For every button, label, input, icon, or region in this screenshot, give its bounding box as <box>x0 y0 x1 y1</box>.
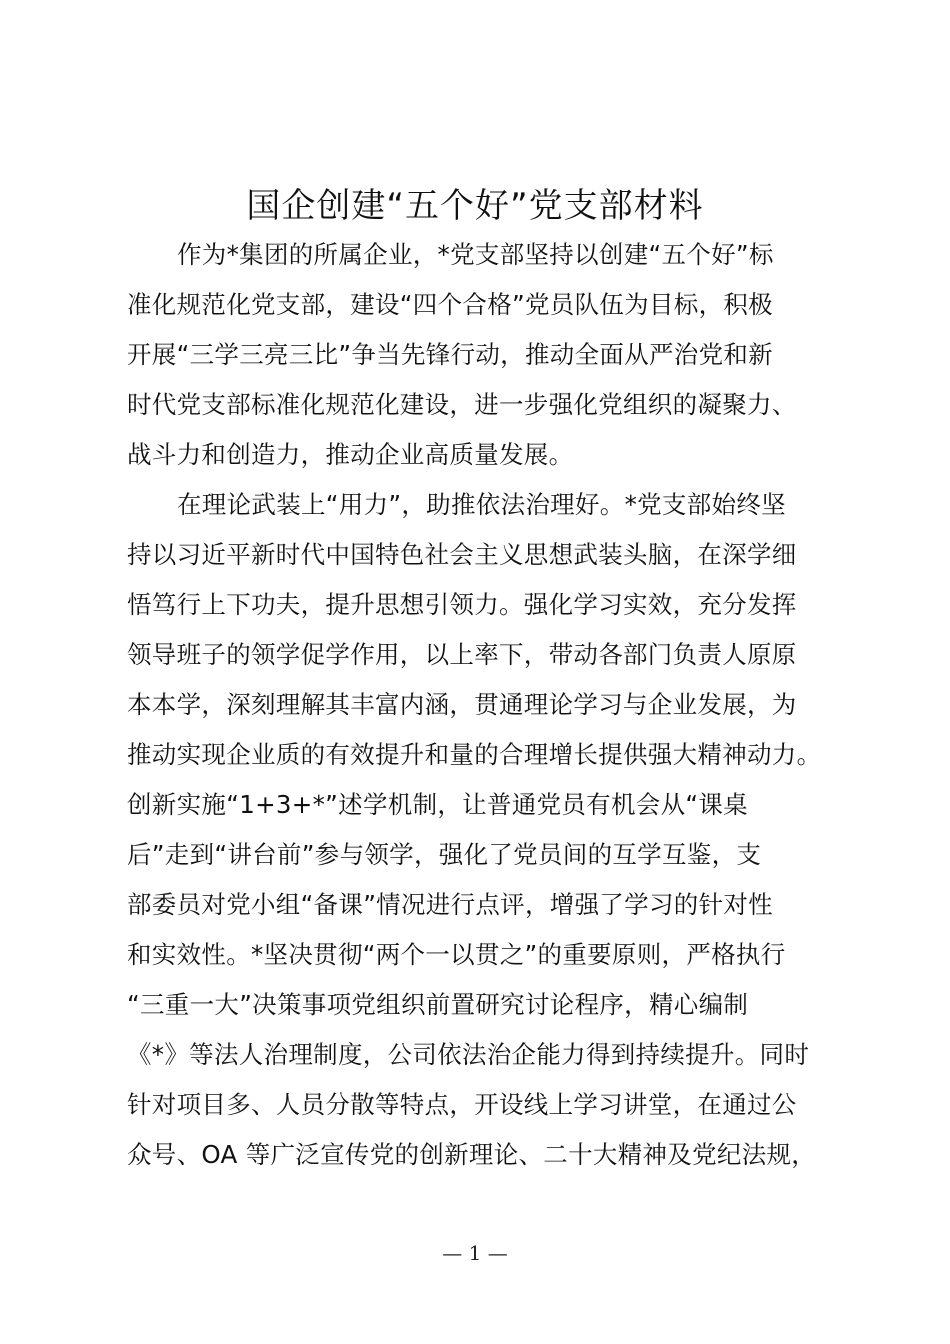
paragraph-line: 后”走到“讲台前”参与领学，强化了党员间的互学互鉴，支 <box>127 840 762 869</box>
paragraph-line: 战斗力和创造力，推动企业高质量发展。 <box>127 440 574 469</box>
paragraph-line: 众号、OA 等广泛宣传党的创新理论、二十大精神及党纪法规， <box>127 1140 817 1169</box>
paragraph-line: 作为*集团的所属企业，*党支部坚持以创建“五个好”标 <box>177 240 774 269</box>
page-number: — 1 — <box>442 1241 508 1265</box>
document-title: 国企创建“五个好”党支部材料 <box>246 186 704 226</box>
paragraph-line: 在理论武装上“用力”，助推依法治理好。*党支部始终坚 <box>177 490 786 519</box>
paragraph-line: 开展“三学三亮三比”争当先锋行动，推动全面从严治党和新 <box>127 340 773 369</box>
paragraph-line: 准化规范化党支部，建设“四个合格”党员队伍为目标，积极 <box>127 290 773 319</box>
paragraph-line: 《*》等法人治理制度，公司依法治企能力得到持续提升。同时 <box>127 1040 810 1069</box>
paragraph-line: 悟笃行上下功夫，提升思想引领力。强化学习实效，充分发挥 <box>127 590 797 619</box>
paragraph-line: 持以习近平新时代中国特色社会主义思想武装头脑，在深学细 <box>127 540 797 569</box>
paragraph-line: 时代党支部标准化规范化建设，进一步强化党组织的凝聚力、 <box>127 390 797 419</box>
paragraph-line: 创新实施“1+3+*”述学机制，让普通党员有机会从“课桌 <box>127 790 748 819</box>
paragraph-line: “三重一大”决策事项党组织前置研究讨论程序，精心编制 <box>127 990 749 1019</box>
paragraph-line: 和实效性。*坚决贯彻“两个一以贯之”的重要原则，严格执行 <box>127 940 786 969</box>
paragraph-line: 推动实现企业质的有效提升和量的合理增长提供强大精神动力。 <box>127 740 822 769</box>
paragraph-line: 领导班子的领学促学作用，以上率下，带动各部门负责人原原 <box>127 640 797 669</box>
paragraph-line: 部委员对党小组“备课”情况进行点评，增强了学习的针对性 <box>127 890 773 919</box>
paragraph-line: 针对项目多、人员分散等特点，开设线上学习讲堂，在通过公 <box>127 1090 797 1119</box>
paragraph-line: 本本学，深刻理解其丰富内涵，贯通理论学习与企业发展，为 <box>127 690 797 719</box>
